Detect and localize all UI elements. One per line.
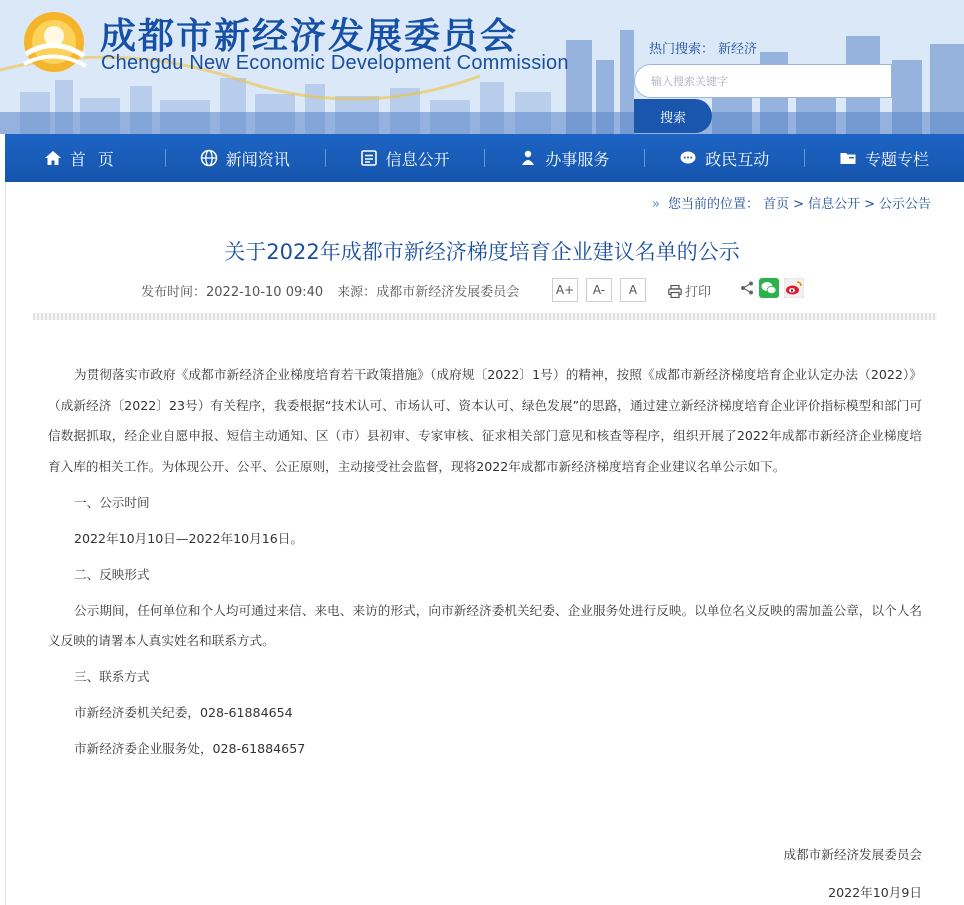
hot-search-keyword[interactable]: 新经济	[718, 42, 758, 57]
nav-item-services[interactable]	[484, 134, 644, 182]
article-title: 关于2022年成都市新经济梯度培育企业建议名单的公示	[224, 240, 740, 264]
paragraph: 为贯彻落实市政府《成都市新经济企业梯度培育若干政策措施》（成府规〔2022〕1号）的精神，按照《成都市新经济梯度培育企业认定办法（2022）》（成新经济〔2022〕23号）有关程序，我委根据“技术认可、市场认可、资本认可、绿色发展”的思路，通过建立新经济梯度培育企业评价指标模型和部门可信数据抓取，经企业自愿申报、短信主动通知、区（市）县初审、专家审核、征求相关部门意见和核查等程序，组织开展了2022年成都市新经济企业梯度培育入库的相关工作。为体现公开、公平、公正原则，主动接受社会监督，现将2022年成都市新经济梯度培育企业建议名单公示如下。	[48, 367, 922, 474]
nav-label: 信息公开	[385, 149, 450, 169]
section-heading: 二、反映形式	[74, 566, 150, 582]
nav-label: 专题专栏	[865, 149, 930, 169]
publish-time: 2022-10-10 09:40	[206, 285, 324, 300]
site-header	[0, 0, 964, 134]
folder-icon	[839, 149, 857, 167]
breadcrumb-label: 您当前的位置：	[667, 197, 759, 212]
breadcrumb-item-notices[interactable]: 公示公告	[878, 197, 931, 212]
hot-search	[649, 38, 757, 57]
document-icon	[360, 149, 378, 167]
article-body	[48, 360, 922, 770]
signature: 成都市新经济发展委员会	[783, 847, 922, 862]
share-icon[interactable]	[740, 281, 754, 295]
wechat-share-icon[interactable]	[759, 278, 779, 298]
commission-logo	[18, 6, 90, 78]
printer-icon	[668, 285, 682, 298]
contact-line: 市新经济委机关纪委，028-61884654	[74, 705, 293, 720]
hot-search-label: 热门搜索：	[649, 42, 715, 57]
print-button[interactable]	[668, 281, 711, 300]
nav-item-interaction[interactable]	[644, 134, 804, 182]
publish-label: 发布时间：	[141, 285, 207, 300]
font-increase-button[interactable]: A+	[552, 278, 578, 302]
section-heading: 一、公示时间	[74, 494, 150, 510]
nav-item-topics[interactable]	[804, 134, 964, 182]
search-button[interactable]: 搜索	[634, 99, 712, 133]
nav-item-news[interactable]	[165, 134, 325, 182]
page-frame-line	[5, 182, 6, 905]
globe-icon	[200, 149, 218, 167]
site-subtitle: Chengdu New Economic Development Commission	[101, 52, 569, 74]
weibo-share-icon[interactable]	[784, 278, 804, 298]
home-icon	[44, 149, 62, 167]
nav-item-info-disclosure[interactable]	[325, 134, 485, 182]
nav-label: 新闻资讯	[225, 149, 290, 169]
breadcrumb-item-home[interactable]: 首页	[763, 197, 790, 212]
meta-divider	[33, 313, 937, 320]
paragraph: 公示期间，任何单位和个人均可通过来信、来电、来访的形式，向市新经济委机关纪委、企业服务处进行反映。以单位名义反映的需加盖公章，以个人名义反映的请署本人真实姓名和联系方式。	[48, 602, 922, 648]
breadcrumb	[652, 193, 931, 212]
search-input[interactable]	[634, 64, 892, 98]
breadcrumb-separator: >	[793, 197, 805, 212]
breadcrumb-item-info[interactable]: 信息公开	[808, 197, 861, 212]
person-icon	[519, 149, 537, 167]
sign-date: 2022年10月9日	[828, 885, 922, 900]
source-value: 成都市新经济发展委员会	[376, 285, 520, 300]
main-nav	[5, 134, 964, 182]
article-meta	[141, 281, 519, 300]
nav-label: 首页	[69, 149, 126, 169]
paragraph: 2022年10月10日—2022年10月16日。	[74, 530, 303, 546]
font-decrease-button[interactable]: A-	[586, 278, 612, 302]
nav-label: 办事服务	[545, 149, 610, 169]
source-label: 来源：	[337, 285, 377, 300]
site-title: 成都市新经济发展委员会	[100, 16, 519, 57]
nav-item-home[interactable]	[5, 134, 165, 182]
section-heading: 三、联系方式	[74, 669, 150, 684]
double-chevron-icon: »	[652, 197, 660, 212]
font-reset-button[interactable]: A	[620, 278, 646, 302]
nav-label: 政民互动	[705, 149, 770, 169]
breadcrumb-separator: >	[864, 197, 875, 212]
print-label: 打印	[685, 285, 712, 300]
chat-icon	[679, 149, 697, 167]
contact-line: 市新经济委企业服务处，028-61884657	[74, 741, 306, 756]
